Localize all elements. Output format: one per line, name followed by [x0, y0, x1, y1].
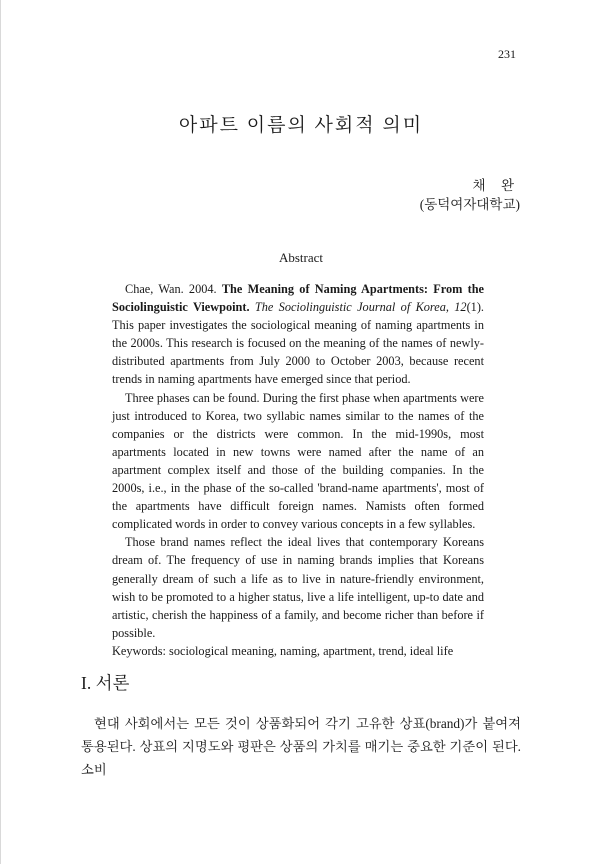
author-affiliation: (동덕여자대학교) — [419, 197, 520, 212]
citation-title: The Meaning of Naming Apartments: From the Sociolinguistic Viewpoint. — [112, 282, 484, 315]
abstract-body — [112, 280, 484, 660]
citation-journal: The Sociolinguistic Journal of Korea, 12 — [254, 300, 467, 315]
section-heading: I. 서론 — [81, 673, 130, 693]
abstract-paragraph-1: This paper investigates the sociological meaning of naming apartments in the 2000s. This research is focused on the meaning of the names of newly-distributed apartments from July 2000 to October 2003, because recent trends in naming apartments have emerged since that period. — [112, 318, 484, 387]
section-paragraph: 현대 사회에서는 모든 것이 상품화되어 각기 고유한 상표(brand)가 붙여져 통용된다. 상표의 지명도와 평판은 상품의 가치를 매기는 중요한 기준이 된다. 소비 — [81, 716, 521, 777]
abstract-paragraph-2: Three phases can be found. During the first phase when apartments were just introduced to Korea, two syllabic names similar to the names of the companies or the districts were common. In the mid-1990s, most apartments located in new towns were named after the name of an apartment complex itself and those of the building companies. In the 2000s, i.e., in the phase of the so-called 'brand-name apartments', most of the apartments have difficult foreign names. Namists often formed complicated words in order to convey various concepts in a few syllables. — [112, 390, 484, 532]
abstract-heading: Abstract — [278, 250, 324, 265]
citation-authors: Chae, Wan. 2004. — [125, 282, 217, 296]
author-name: 채 완 — [472, 178, 520, 193]
keywords-list: sociological meaning, naming, apartment, trend, ideal life — [169, 643, 454, 658]
abstract-paragraph-3: Those brand names reflect the ideal lives that contemporary Koreans dream of. The frequency of use in naming brands implies that Koreans generally dream of such a life as to live in nature-friendly environment, wish to be promoted to a higher status, live a life intelligent, up-to date and artistic, cherish the happiness of a family, and become richer than before if possible. — [112, 535, 484, 640]
page-number: 231 — [498, 47, 516, 61]
abstract-citation — [112, 280, 484, 389]
paper-title: 아파트 이름의 사회적 의미 — [178, 115, 424, 136]
keywords-label: Keywords: — [112, 643, 166, 658]
keywords-line — [112, 642, 484, 660]
author-block — [420, 176, 520, 214]
section-body — [81, 712, 521, 781]
citation-issue: (1). — [466, 300, 484, 315]
